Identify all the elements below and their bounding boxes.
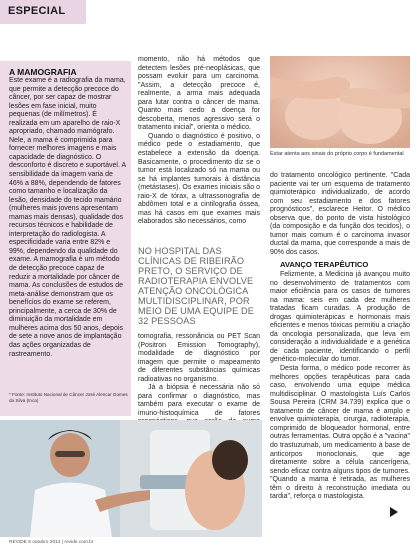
paragraph: momento, não há métodos que detectem lesões pré-neoplásicas, que possam evoluir para um carcinoma. "Assim, a detecção precoce é, realmente, a arma mais adequada para lutar contra o câncer de mama. Quanto mais cedo a doença for descoberta, menos agressivo será o tratamento inicial", orienta o médico. — [138, 56, 260, 132]
paragraph: Felizmente, a Medicina já avançou muito no desenvolvimento de tratamentos com maior eficiência para os casos de tumores na mama: seis em cada dez mulheres tratadas ficam curadas. A produção de drogas quimioterápicas e hormonais mais eficientes e menos tóxicas permitiu a criação da oncologia personalizada, que leva em consideração a individualidade e a genética de cada paciente, identificando o perfil genético-molecular do tumor. — [270, 271, 410, 364]
breast-self-exam-photo — [270, 56, 410, 148]
section-label: ESPECIAL — [8, 5, 66, 17]
paragraph: Já a biópsia é necessária não só para confirmar o diagnóstico, mas também para executar o exame de imuno-histoquímica de fatores — [138, 384, 260, 417]
article-column-3 — [270, 172, 410, 502]
mammography-exam-photo — [0, 420, 262, 537]
paragraph: tomografia, ressonância ou PET Scan (Positron Emission Tomography), modalidade de diagnóstico por imagem que permite o mapeamento de diferentes substâncias químicas radioativas no organismo. — [138, 333, 260, 383]
article-column-2 — [138, 56, 260, 227]
paragraph: Quando o diagnóstico é positivo, o médico pede o estadiamento, que estabelece a extensão da doença. Basicamente, o procedimento diz se o tumor está localizado só na mama ou se há implantes tumorais à distância (metástases). Os exames iniciais são o raio-X de tórax, a ultrassonografia de abdômen total e a cintilografia óssea, mas há casos em que exames mais elaborados são necessários, como — [138, 132, 260, 226]
paragraph: Desta forma, o médico pode recorrer às melhores opções terapêuticas para cada caso, envolvendo uma equipe médica multidisciplinar. O mastologista Luís Carlos Sousa Pereira (CRM 34.739) explica que o tratamento de câncer de mama é amplo e envolve quimioterapia, cirurgia, radioterapia, comprimido de bloqueador hormonal, entre outras ferramentas. Outra opção é a "vacina" do trastuzumab, um medicamento à base de anticorpos monoclonais, que age diretamente sobre a célula cancerígena, sendo eficaz contra alguns tipos de tumores. "Quando a mama é retirada, as mulheres têm o direito à reconstrução imediata ou tardia", reforça o mastologista. — [270, 365, 410, 501]
section-tab — [0, 0, 86, 24]
photo-caption: Estar atenta aos sinais do próprio corpo é fundamental — [270, 151, 404, 157]
sidebar-title: A MAMOGRAFIA — [9, 67, 77, 77]
section-heading: AVANÇO TERAPÊUTICO — [280, 260, 369, 270]
pull-quote: NO HOSPITAL DAS CLÍNICAS DE RIBEIRÃO PRETO, O SERVIÇO DE RADIOTERAPIA ENVOLVE ATENÇÃO ONCOLÓGICA MULTIDISCIPLINAR, POR MEIO DE UMA EQUIPE DE 32 PESSOAS — [138, 246, 254, 326]
paragraph: do tratamento oncológico pertinente. "Cada paciente vai ter um esquema de tratamento quimioterápico individualizado, de acordo com seu estadiamento e dos fatores prognósticos", esclarece Heitor. O médico observa que, do ponto de vista histológico (da composição e da função dos tecidos), o tumor mais comum é o carcinoma invasor ductal da mama, que corresponde a mais de 90% dos casos. — [270, 172, 410, 256]
page-footer: REVIDE 6 outubro 2014 | revide.com.br — [9, 540, 94, 545]
sidebar-footnote: * Fonte: Instituto Nacional de Câncer José Alencar Gomes da Silva (Inca) — [9, 392, 128, 403]
sidebar-text: Este exame é a radiografia da mama, que permite a detecção precoce do câncer, por ser capaz de mostrar lesões em fase inicial, muito pequenas (de milímetros). É realizada em um aparelho de raio-X apropriado, chamado mamógrafo. Nele, a mama é comprimida para fornecer melhores imagens e mais capacidade de diagnóstico. O desconforto é discreto e suportável. A sensibilidade da imagem varia de 46% a 88%, dependendo de fatores como tamanho e localização da lesão, densidade do tecido mamário (mulheres mais jovens apresentam mamas mais densas), qualidade dos recursos técnicos e habilidade de interpretação do radiologista. A especificidade varia entre 82% e 99%, dependendo da qualidade do exame. A mamografia é um método de detecção precoce capaz de reduzir a mortalidade por câncer de mama. As conclusões de estudos de meta-análise demonstram que os benefícios do exame se referem, principalmente, a cerca de 30% de diminuição da mortalidade em mulheres acima dos 50 anos, depois de sete a nove anos de implantação das ações organizadas de rastreamento. — [9, 77, 126, 358]
continue-arrow-icon — [390, 507, 398, 517]
